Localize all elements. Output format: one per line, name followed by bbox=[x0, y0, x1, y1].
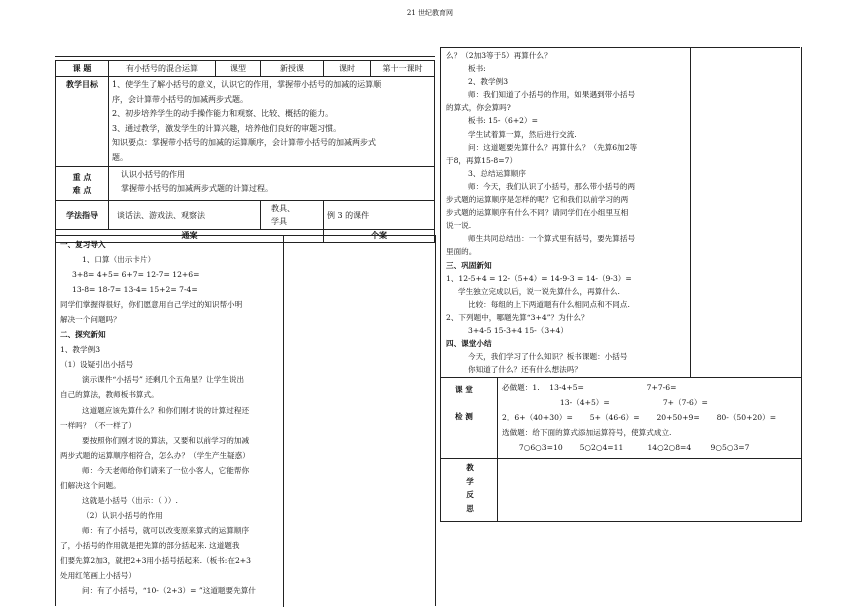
goal-line: 2、初步培养学生的动手操作能力和观察、比较、概括的能力。 bbox=[112, 109, 334, 118]
text-line: 二、探究新知 bbox=[60, 330, 106, 340]
text-line: 的算式，你会算吗? bbox=[446, 103, 511, 113]
right-body-text bbox=[446, 49, 689, 376]
text-line: 13-8= 18-7= 13-4= 15+2= 7-4= bbox=[72, 285, 198, 295]
text-line: 板书: 15-（6+2）= bbox=[468, 116, 538, 126]
text-line: 师：今天，我们认识了小括号，那么带小括号的两 bbox=[468, 181, 636, 191]
text-line: 自己的算法，教师板书算式。 bbox=[60, 390, 159, 400]
topic-label: 课 题 bbox=[56, 61, 109, 77]
reflection-char: 学 bbox=[466, 476, 474, 486]
key-label: 重 点 bbox=[72, 172, 92, 182]
page-header: 21 世纪教育网 bbox=[406, 9, 454, 17]
goal-line: 题。 bbox=[112, 152, 128, 162]
goals-cell bbox=[109, 77, 435, 167]
text-line: 3+8= 4+5= 6+7= 12-7= 12+6= bbox=[72, 270, 200, 280]
text-line: 一样吗？（不一样了） bbox=[60, 420, 136, 430]
text-line: 师：今天老师给你们请来了一位小客人，它能帮你 bbox=[82, 465, 250, 475]
difficulty: 掌握带小括号的加减两步式题的计算过程。 bbox=[121, 184, 273, 193]
text-line: 问：这道题要先算什么？再算什么？（先算6加2等 bbox=[468, 142, 638, 152]
text-line: 师：我们知道了小括号的作用，如果遇到带小括号 bbox=[468, 90, 636, 100]
key-point: 认识小括号的作用 bbox=[121, 170, 185, 179]
text-line: 里面的。 bbox=[446, 247, 477, 257]
text-line: 2、教学例3 bbox=[468, 77, 509, 87]
goals-list bbox=[112, 78, 431, 165]
goal-line: 3、通过教学，激发学生的计算兴趣，培养他们良好的审题习惯。 bbox=[112, 123, 342, 133]
left-body-text bbox=[60, 237, 282, 598]
text-line: 这就是小括号（出示：（ ））. bbox=[82, 495, 178, 505]
text-line: 1、口算（出示卡片） bbox=[82, 255, 156, 265]
test-line: 选做题：给下面的算式添加运算符号，使算式成立. bbox=[502, 428, 672, 437]
type-value: 新授课 bbox=[261, 61, 324, 77]
text-line: 2、下列题中，哪题先算“3+4”？为什么？ bbox=[446, 312, 589, 322]
text-line: 3、总结运算顺序 bbox=[468, 168, 526, 178]
text-line: 们解决这个问题。 bbox=[60, 480, 121, 490]
text-line: 1、12-5+4 = 12-（5+4）= 14-9-3 = 14-（9-3）= bbox=[446, 273, 632, 283]
text-line: 解决一个问题吗？ bbox=[60, 315, 121, 325]
text-line: 们要先算2加3，就把2+3用小括号括起来.（板书:在2+3 bbox=[60, 555, 251, 565]
text-line: （2）认识小括号的作用 bbox=[82, 510, 163, 520]
text-line: 比较：每组的上下两道题有什么相同点和不同点. bbox=[468, 299, 630, 309]
text-line: 处用红笔画上小括号） bbox=[60, 571, 136, 581]
reflection-label bbox=[462, 461, 478, 515]
test-divider bbox=[497, 377, 498, 458]
text-line: 师生共同总结出：一个算式里有括号，要先算括号 bbox=[468, 234, 636, 244]
top-rule-left bbox=[55, 56, 435, 57]
text-line: 你知道了什么？还有什么想法吗？ bbox=[468, 365, 582, 375]
text-line: 1、教学例3 bbox=[60, 345, 101, 355]
topic-value: 有小括号的混合运算 bbox=[109, 61, 216, 77]
key-difficulty-cell bbox=[109, 167, 435, 201]
text-line: 3+4-5 15-3+4 15-（3+4） bbox=[468, 325, 568, 335]
text-line: 要按照你们刚才说的算法，又要和以前学习的加减 bbox=[82, 435, 250, 445]
test-label-1: 课 堂 bbox=[455, 385, 473, 394]
text-line: 学生试着算一算，然后进行交流. bbox=[468, 129, 577, 139]
test-lines bbox=[502, 380, 776, 455]
text-line: 这道题应该先算什么？和你们刚才说的计算过程还 bbox=[82, 405, 250, 415]
common-plan-label: 通案 bbox=[56, 230, 324, 243]
text-line: 于8，再算15-8=7） bbox=[446, 155, 518, 165]
text-line: 么？（2加3等于5）再算什么？ bbox=[446, 51, 552, 60]
test-line: 2．6+（40+30）= 5+（46-6）= 20+50+9= 80-（50+20）= bbox=[502, 413, 777, 422]
goals-label: 教学目标 bbox=[56, 77, 109, 167]
text-line: 两步式题的运算顺序相符合，怎么办？（学生产生疑惑） bbox=[60, 450, 250, 460]
period-label: 课时 bbox=[324, 61, 371, 77]
reflection-char: 思 bbox=[466, 503, 474, 513]
type-label: 课型 bbox=[216, 61, 261, 77]
text-line: 今天，我们学习了什么知识？板书课题：小括号 bbox=[468, 352, 628, 362]
period-value: 第十一课时 bbox=[371, 61, 435, 77]
reflection-box bbox=[440, 458, 802, 522]
lesson-info-table bbox=[55, 60, 435, 243]
personal-plan-label: 个案 bbox=[324, 230, 435, 243]
key-difficulty-label bbox=[56, 167, 109, 201]
reflection-divider bbox=[497, 458, 498, 521]
test-line: 13-（4+5）= 7+（7-6）= bbox=[502, 398, 708, 407]
text-line: 步式题的运算顺序有什么不同？请同学们在小组里互相 bbox=[446, 208, 629, 218]
tools-label bbox=[261, 201, 324, 230]
goal-line: 知识要点：掌握带小括号的加减的运算顺序，会计算带小括号的加减两步式 bbox=[112, 138, 376, 147]
difficulty-label: 难 点 bbox=[72, 185, 92, 195]
text-line: 三、巩固新知 bbox=[446, 260, 492, 270]
text-line: 说一说. bbox=[446, 221, 472, 231]
method-value: 谈话法、游戏法、观察法 bbox=[109, 201, 261, 230]
right-main-divider bbox=[690, 47, 691, 378]
text-line: 了，小括号的作用就是把先算的部分括起来. 这道题我 bbox=[60, 540, 240, 550]
text-line: 四、课堂小结 bbox=[446, 339, 492, 349]
text-line: 同学们掌握得很好，你们愿意用自己学过的知识帮小明 bbox=[60, 300, 243, 310]
text-line: 板书: bbox=[468, 64, 486, 74]
text-line: 师：有了小括号，就可以改变原来算式的运算顺序 bbox=[82, 525, 250, 535]
tools-value: 例 3 的课件 bbox=[324, 201, 435, 230]
text-line: 步式题的运算顺序是怎样的呢？它和我们以前学习的两 bbox=[446, 195, 629, 205]
goal-line: 1、使学生了解小括号的意义，认识它的作用，掌握带小括号的加减的运算顺 bbox=[112, 80, 382, 89]
test-line: 必做题：1. 13-4+5= 7+7-6= bbox=[502, 383, 677, 392]
test-label-2: 检 测 bbox=[455, 412, 473, 421]
text-line: 问：有了小括号，“10-（2+3）= ”这道题要先算什 bbox=[82, 586, 256, 596]
left-body-divider bbox=[283, 235, 284, 607]
tools-label-2: 学具 bbox=[271, 217, 287, 226]
tools-label-1: 教具、 bbox=[271, 204, 295, 213]
text-line: 演示课件“小括号” 还剩几个五角星？让学生说出 bbox=[82, 375, 245, 385]
method-label: 学法指导 bbox=[56, 201, 109, 230]
reflection-char: 反 bbox=[466, 490, 474, 499]
goal-line: 序，会计算带小括号的加减两步式题。 bbox=[112, 94, 248, 104]
text-line: 一、复习导入 bbox=[60, 240, 106, 249]
reflection-char: 教 bbox=[466, 463, 474, 472]
text-line: 学生独立完成以后，说一说先算什么，再算什么. bbox=[458, 286, 620, 296]
test-line: 7○6○3=10 5○2○4=11 14○2○8=4 9○5○3=7 bbox=[502, 443, 750, 452]
text-line: （1）设疑引出小括号 bbox=[60, 360, 134, 370]
